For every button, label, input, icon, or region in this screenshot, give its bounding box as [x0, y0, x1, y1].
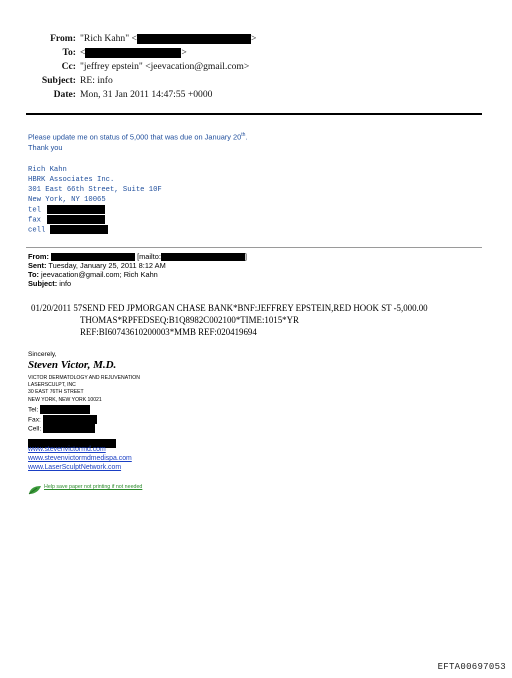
- fwd-mailto-close: ]: [244, 252, 247, 261]
- sig-handwritten-name: Steven Victor, M.D.: [28, 359, 117, 371]
- redaction-bar: [137, 34, 251, 44]
- sig-practice: VICTOR DERMATOLOGY AND REJUVENATION: [28, 375, 140, 381]
- redaction-bar: [43, 424, 95, 433]
- header-to-label: To:: [62, 47, 76, 58]
- reply-end: .: [245, 132, 248, 142]
- wire-line-2: THOMAS*RPFEDSEQ:B1Q8982C002100*TIME:1015*YR: [80, 315, 299, 325]
- reply-sup: th: [241, 132, 246, 138]
- wire-line-3: REF:BI60743610200003*MMB REF:020419694: [80, 327, 257, 337]
- sig-company: LASERSCULPT, INC: [28, 382, 76, 388]
- header-from-text: "Rich Kahn" <: [80, 33, 137, 44]
- green-note: [28, 482, 142, 492]
- fwd-from-label: From:: [28, 252, 49, 261]
- header-subject-label: Subject:: [41, 75, 76, 86]
- redaction-bar: [51, 253, 135, 261]
- link-stevenvictormd[interactable]: www.stevenvictormd.com: [28, 446, 106, 453]
- fwd-to-label: To:: [28, 270, 39, 279]
- kahn-city: New York, NY 10065: [28, 196, 106, 204]
- header-cc-value: "jeffrey epstein" <jeevacation@gmail.com>: [80, 61, 250, 72]
- sig-fax-label: Fax:: [28, 416, 41, 424]
- header-divider: [26, 113, 482, 115]
- kahn-cell: [28, 225, 108, 236]
- forward-divider: [26, 247, 482, 248]
- wire-line-1: 01/20/2011 57SEND FED JPMORGAN CHASE BANK*BNF:JEFFREY EPSTEIN,RED HOOK ST -5,000.00: [31, 303, 428, 313]
- fwd-to: [28, 270, 158, 279]
- header-from-close: >: [250, 33, 257, 44]
- kahn-cell-label: cell: [28, 226, 46, 235]
- redaction-bar: [40, 405, 90, 414]
- kahn-tel-label: tel: [28, 206, 41, 215]
- sig-tel: [28, 405, 90, 414]
- redaction-bar: [161, 253, 245, 261]
- fwd-sent: [28, 261, 166, 270]
- header-date-value: Mon, 31 Jan 2011 14:47:55 +0000: [80, 89, 213, 100]
- fwd-sent-label: Sent:: [28, 261, 47, 270]
- sig-tel-label: Tel:: [28, 406, 39, 414]
- sig-street: 30 EAST 76TH STREET: [28, 389, 84, 395]
- sig-fax: [28, 415, 97, 424]
- header-subject-value: RE: info: [80, 75, 113, 86]
- fwd-subject-label: Subject:: [28, 279, 58, 288]
- redaction-bar: [47, 205, 105, 214]
- sig-sincerely: Sincerely,: [28, 351, 57, 358]
- fwd-sent-value: Tuesday, January 25, 2011 8:12 AM: [48, 261, 166, 270]
- sig-cell-label: Cell:: [28, 425, 42, 433]
- sig-city: NEW YORK, NEW YORK 10021: [28, 397, 102, 403]
- header-date-label: Date:: [53, 89, 76, 100]
- header-to-close: >: [181, 47, 187, 58]
- kahn-address: 301 East 66th Street, Suite 10F: [28, 186, 162, 194]
- header-cc-label: Cc:: [61, 61, 76, 72]
- reply-text: Please update me on status of 5,000 that was due on January 20: [28, 132, 242, 142]
- leaf-icon: [28, 482, 42, 492]
- fwd-subject: [28, 279, 71, 288]
- header-to-open: <: [80, 47, 86, 58]
- header-from-label: From:: [50, 33, 76, 44]
- link-medispa[interactable]: www.stevenvictormdmedispa.com: [28, 455, 132, 462]
- redaction-bar: [43, 415, 97, 424]
- kahn-name: Rich Kahn: [28, 166, 67, 174]
- redaction-bar: [85, 48, 181, 58]
- kahn-fax-label: fax: [28, 216, 41, 225]
- redaction-bar: [50, 225, 108, 234]
- reply-line-2: Thank you: [28, 143, 63, 152]
- fwd-subject-value: info: [59, 279, 72, 288]
- kahn-company: HBRK Associates Inc.: [28, 176, 115, 184]
- reply-line-1: [28, 130, 247, 142]
- link-lasersculpt[interactable]: www.LaserSculptNetwork.com: [28, 464, 122, 471]
- document-id: EFTA00697053: [437, 662, 506, 672]
- green-note-text[interactable]: Help save paper not printing if not needed: [44, 484, 143, 490]
- fwd-mailto: [mailto:: [137, 252, 161, 261]
- sig-cell: [28, 424, 95, 433]
- header-from-value: [80, 32, 256, 46]
- fwd-to-value: jeevacation@gmail.com; Rich Kahn: [41, 270, 158, 279]
- redaction-bar: [47, 215, 105, 224]
- fwd-from: [28, 252, 247, 261]
- header-to-value: [80, 46, 187, 60]
